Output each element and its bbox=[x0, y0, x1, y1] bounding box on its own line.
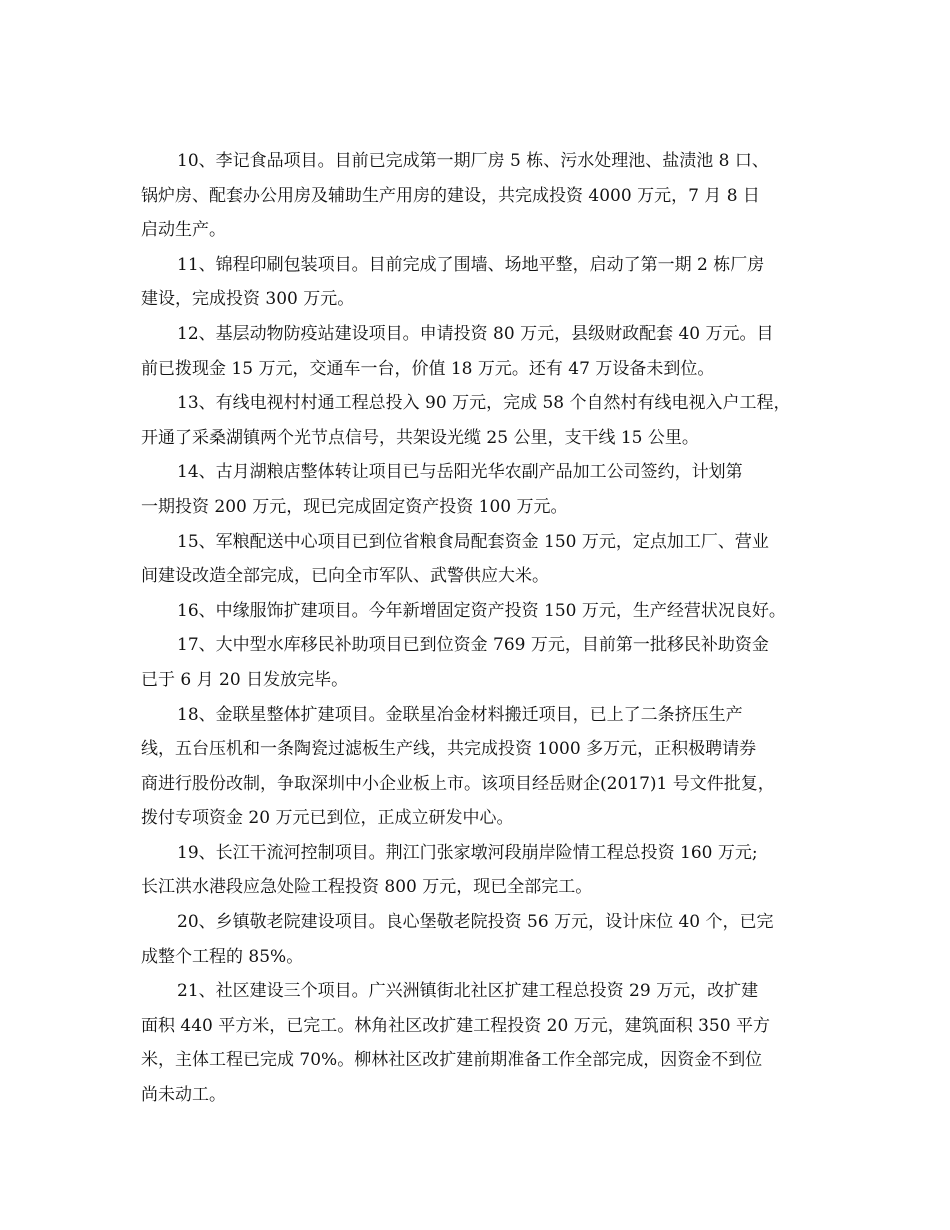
paragraph-line: 11、锦程印刷包装项目。目前完成了围墙、场地平整，启动了第一期 2 栋厂房 bbox=[177, 254, 765, 275]
document-body bbox=[141, 144, 813, 1113]
paragraph-line: 锅炉房、配套办公用房及辅助生产用房的建设，共完成投资 4000 万元，7 月 8 日 bbox=[141, 185, 760, 206]
paragraph-line: 15、军粮配送中心项目已到位省粮食局配套资金 150 万元，定点加工厂、营业 bbox=[177, 531, 769, 552]
paragraph-item-19 bbox=[141, 836, 813, 905]
paragraph-line: 面积 440 平方米，已完工。林角社区改扩建工程投资 20 万元，建筑面积 350 平方 bbox=[141, 1015, 770, 1036]
paragraph-item-21 bbox=[141, 974, 813, 1112]
paragraph-line: 线，五台压机和一条陶瓷过滤板生产线，共完成投资 1000 多万元，正积极聘请券 bbox=[141, 739, 757, 760]
paragraph-item-13 bbox=[141, 386, 813, 455]
paragraph-item-18 bbox=[141, 698, 813, 836]
paragraph-line: 16、中缘服饰扩建项目。今年新增固定资产投资 150 万元，生产经营状况良好。 bbox=[177, 600, 786, 621]
paragraph-line: 长江洪水港段应急处险工程投资 800 万元，现已全部完工。 bbox=[141, 877, 593, 898]
paragraph-item-10 bbox=[141, 144, 813, 248]
paragraph-line: 12、基层动物防疫站建设项目。申请投资 80 万元，县级财政配套 40 万元。目 bbox=[177, 323, 774, 344]
paragraph-line: 20、乡镇敬老院建设项目。良心堡敬老院投资 56 万元，设计床位 40 个，已完 bbox=[177, 912, 774, 933]
paragraph-item-12 bbox=[141, 317, 813, 386]
paragraph-line: 21、社区建设三个项目。广兴洲镇街北社区扩建工程总投资 29 万元，改扩建 bbox=[177, 981, 759, 1002]
paragraph-item-20 bbox=[141, 905, 813, 974]
paragraph-line: 已于 6 月 20 日发放完毕。 bbox=[141, 669, 349, 690]
paragraph-line: 13、有线电视村村通工程总投入 90 万元，完成 58 个自然村有线电视入户工程， bbox=[177, 393, 791, 414]
paragraph-item-16 bbox=[141, 594, 813, 629]
paragraph-item-15 bbox=[141, 525, 813, 594]
paragraph-line: 一期投资 200 万元，现已完成固定资产投资 100 万元。 bbox=[141, 496, 568, 517]
paragraph-line: 商进行股份改制，争取深圳中小企业板上市。该项目经岳财企(2017)1 号文件批复， bbox=[141, 773, 775, 794]
paragraph-line: 前已拨现金 15 万元，交通车一台，价值 18 万元。还有 47 万设备未到位。 bbox=[141, 358, 715, 379]
paragraph-line: 19、长江干流河控制项目。荆江门张家墩河段崩岸险情工程总投资 160 万元; bbox=[177, 842, 758, 863]
paragraph-line: 14、古月湖粮店整体转让项目已与岳阳光华农副产品加工公司签约，计划第 bbox=[177, 462, 743, 483]
paragraph-line: 米，主体工程已完成 70%。柳林社区改扩建前期准备工作全部完成，因资金不到位 bbox=[141, 1050, 763, 1071]
paragraph-line: 尚未动工。 bbox=[141, 1085, 226, 1106]
paragraph-item-11 bbox=[141, 248, 813, 317]
paragraph-line: 启动生产。 bbox=[141, 220, 226, 241]
paragraph-line: 拨付专项资金 20 万元已到位，正成立研发中心。 bbox=[141, 808, 514, 829]
paragraph-line: 成整个工程的 85%。 bbox=[141, 946, 304, 967]
paragraph-item-17 bbox=[141, 628, 813, 697]
paragraph-line: 间建设改造全部完成，已向全市军队、武警供应大米。 bbox=[141, 566, 549, 587]
paragraph-line: 17、大中型水库移民补助项目已到位资金 769 万元，目前第一批移民补助资金 bbox=[177, 635, 769, 656]
paragraph-line: 开通了采桑湖镇两个光节点信号，共架设光缆 25 公里，支干线 15 公里。 bbox=[141, 427, 699, 448]
paragraph-line: 10、李记食品项目。目前已完成第一期厂房 5 栋、污水处理池、盐渍池 8 口、 bbox=[177, 151, 769, 171]
paragraph-line: 18、金联星整体扩建项目。金联星冶金材料搬迁项目，已上了二条挤压生产 bbox=[177, 704, 743, 725]
paragraph-item-14 bbox=[141, 455, 813, 524]
paragraph-line: 建设，完成投资 300 万元。 bbox=[141, 289, 355, 310]
